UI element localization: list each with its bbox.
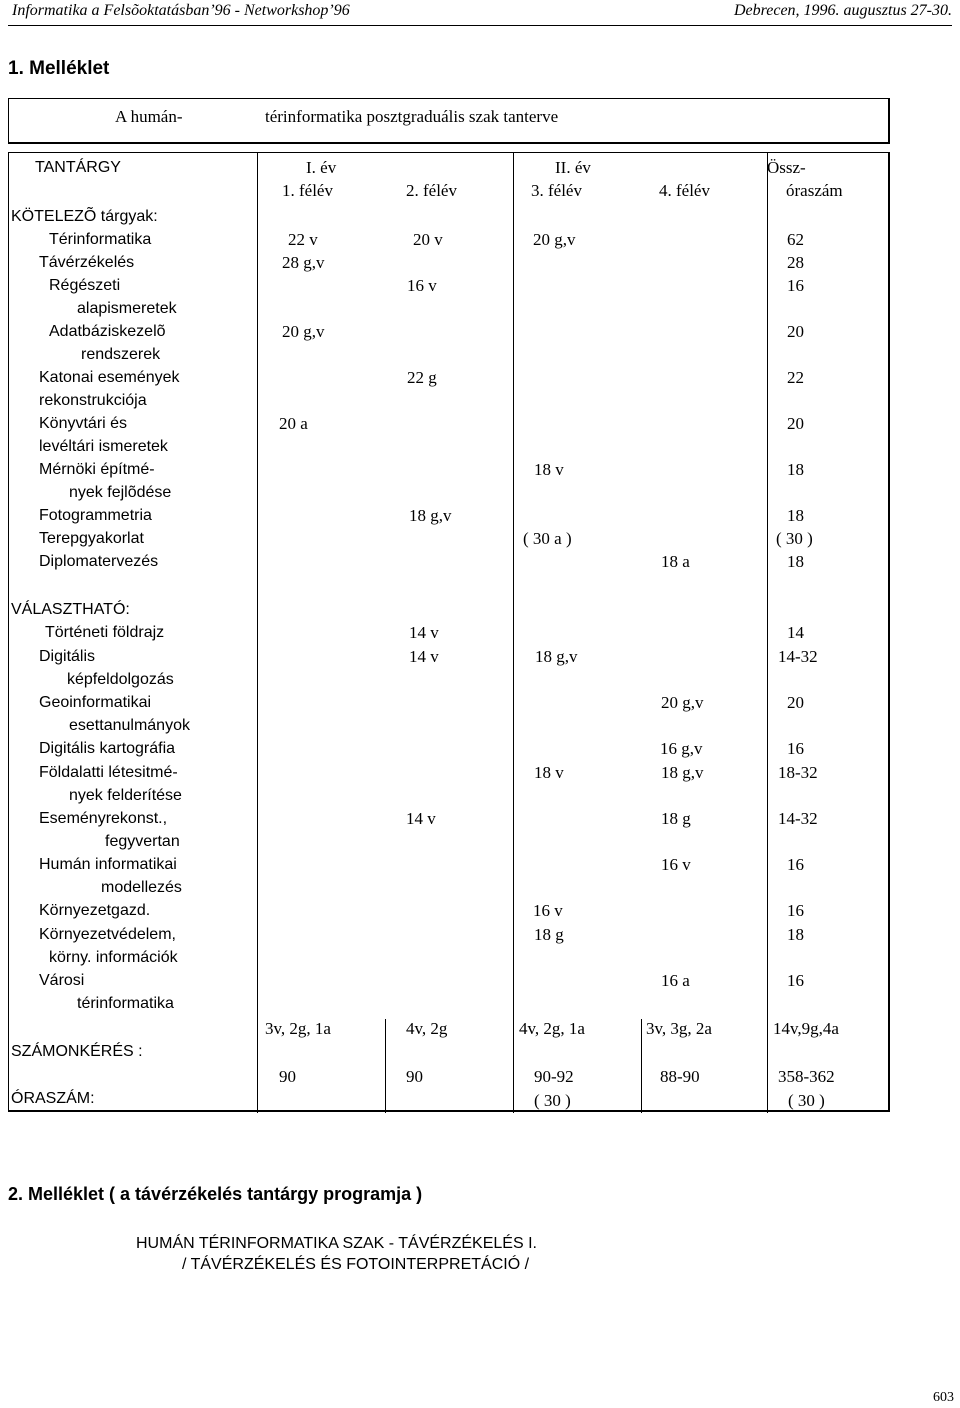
hours-total-practice: ( 30 ): [788, 1091, 825, 1110]
hours-semester-3-practice: ( 30 ): [534, 1091, 571, 1110]
col-header-year-1: I. év: [306, 158, 337, 177]
semester-hours-cell: 20 v: [413, 230, 443, 249]
total-hours-cell: 20: [787, 693, 804, 712]
hours-label: ÓRASZÁM:: [11, 1090, 95, 1107]
total-hours-cell: 22: [787, 368, 804, 387]
subject-name: Mérnöki építmé-: [39, 461, 155, 478]
semester-hours-cell: 18 g,v: [535, 647, 578, 666]
subject-name-continued: modellezés: [101, 879, 182, 896]
subject-name: Digitális: [39, 648, 96, 665]
subject-name: Digitális kartográfia: [39, 740, 176, 757]
semester-hours-cell: 16 v: [407, 276, 437, 295]
semester-hours-cell: 18 g: [661, 809, 691, 828]
total-hours-cell: 18: [787, 552, 804, 571]
semester-hours-cell: 16 a: [661, 971, 690, 990]
col-header-semester-4: 4. félév: [659, 181, 710, 200]
total-hours-cell: 16: [787, 739, 804, 758]
col-header-total: Össz-: [767, 158, 806, 177]
semester-hours-cell: 18 a: [661, 552, 690, 571]
col-header-semester-1: 1. félév: [282, 181, 333, 200]
semester-hours-cell: 16 v: [661, 855, 691, 874]
semester-hours-cell: 22 v: [288, 230, 318, 249]
col-header-total-hours: óraszám: [786, 181, 843, 200]
semester-hours-cell: 18 v: [534, 460, 564, 479]
subject-name-continued: rekonstrukciója: [39, 392, 147, 409]
subject-name: Terepgyakorlat: [39, 530, 144, 547]
column-divider: [767, 153, 768, 1113]
hours-semester-2: 90: [406, 1067, 423, 1086]
total-hours-cell: 14-32: [778, 809, 818, 828]
total-hours-cell: 18: [787, 460, 804, 479]
semester-hours-cell: 22 g: [407, 368, 437, 387]
total-hours-cell: 62: [787, 230, 804, 249]
title-part-1: A humán-: [115, 107, 183, 126]
semester-hours-cell: 16 v: [533, 901, 563, 920]
subject-name-continued: képfeldolgozás: [67, 671, 174, 688]
total-hours-cell: 16: [787, 855, 804, 874]
total-hours-cell: 18: [787, 925, 804, 944]
assessment-semester-2: 4v, 2g: [406, 1019, 448, 1038]
semester-hours-cell: 20 g,v: [533, 230, 576, 249]
subject-name: Humán informatikai: [39, 856, 177, 873]
assessment-semester-4: 3v, 3g, 2a: [646, 1019, 712, 1038]
subject-name: Geoinformatikai: [39, 694, 152, 711]
total-hours-cell: 16: [787, 276, 804, 295]
hours-semester-1: 90: [279, 1067, 296, 1086]
curriculum-title-box: [8, 98, 890, 144]
total-hours-cell: 16: [787, 901, 804, 920]
program-subtitle-1: HUMÁN TÉRINFORMATIKA SZAK - TÁVÉRZÉKELÉS I.: [136, 1235, 537, 1252]
semester-hours-cell: 28 g,v: [282, 253, 325, 272]
semester-hours-cell: 18 g,v: [661, 763, 704, 782]
col-header-subject: TANTÁRGY: [35, 159, 121, 176]
subject-name: Régészeti: [49, 277, 121, 294]
subject-name: Adatbáziskezelõ: [49, 323, 166, 340]
total-hours-cell: 14: [787, 623, 804, 642]
semester-hours-cell: 14 v: [409, 623, 439, 642]
subject-name: Távérzékelés: [39, 254, 135, 271]
subject-name: Könyvtári és: [39, 415, 128, 432]
total-hours-cell: ( 30 ): [776, 529, 813, 548]
col-header-year-2: II. év: [555, 158, 591, 177]
subject-name-continued: levéltári ismeretek: [39, 438, 168, 455]
header-rule: [8, 25, 952, 26]
curriculum-table: [8, 152, 890, 1112]
column-divider: [385, 1019, 386, 1113]
hours-semester-4: 88-90: [660, 1067, 700, 1086]
section-heading-2: 2. Melléklet ( a távérzékelés tantárgy programja ): [8, 1184, 423, 1204]
semester-hours-cell: 18 g: [534, 925, 564, 944]
subject-name: Fotogrammetria: [39, 507, 152, 524]
col-header-semester-2: 2. félév: [406, 181, 457, 200]
semester-hours-cell: ( 30 a ): [523, 529, 572, 548]
column-divider: [513, 153, 514, 1113]
semester-hours-cell: 18 v: [534, 763, 564, 782]
col-header-semester-3: 3. félév: [531, 181, 582, 200]
section-label-mandatory: KÖTELEZÕ tárgyak:: [11, 208, 158, 225]
subject-name: Térinformatika: [49, 231, 152, 248]
program-subtitle-2: / TÁVÉRZÉKELÉS ÉS FOTOINTERPRETÁCIÓ /: [182, 1256, 530, 1273]
semester-hours-cell: 16 g,v: [660, 739, 703, 758]
assessment-total: 14v,9g,4a: [773, 1019, 839, 1038]
subject-name: Történeti földrajz: [45, 624, 165, 641]
subject-name-continued: rendszerek: [81, 346, 161, 363]
subject-name: Eseményrekonst.,: [39, 810, 168, 827]
hours-semester-3: 90-92: [534, 1067, 574, 1086]
hours-total: 358-362: [778, 1067, 835, 1086]
subject-name-continued: esettanulmányok: [69, 717, 190, 734]
total-hours-cell: 14-32: [778, 647, 818, 666]
assessment-label: SZÁMONKÉRÉS :: [11, 1043, 143, 1060]
subject-name: Diplomatervezés: [39, 553, 159, 570]
section-label-optional: VÁLASZTHATÓ:: [11, 601, 130, 618]
total-hours-cell: 28: [787, 253, 804, 272]
subject-name-continued: nyek felderítése: [69, 787, 182, 804]
semester-hours-cell: 20 a: [279, 414, 308, 433]
semester-hours-cell: 14 v: [409, 647, 439, 666]
title-part-2: térinformatika posztgraduális szak tanterve: [265, 107, 559, 126]
subject-name-continued: fegyvertan: [105, 833, 180, 850]
column-divider: [257, 153, 258, 1113]
subject-name-continued: nyek fejlõdése: [69, 484, 172, 501]
assessment-semester-1: 3v, 2g, 1a: [265, 1019, 331, 1038]
column-divider: [641, 1019, 642, 1113]
page-number: 603: [933, 1390, 954, 1405]
running-header: [8, 0, 952, 26]
semester-hours-cell: 20 g,v: [282, 322, 325, 341]
subject-name: Városi: [39, 972, 85, 989]
total-hours-cell: 20: [787, 414, 804, 433]
subject-name-continued: körny. információk: [49, 949, 178, 966]
subject-name-continued: alapismeretek: [77, 300, 177, 317]
subject-name: Földalatti létesitmé-: [39, 764, 178, 781]
subject-name: Katonai események: [39, 369, 180, 386]
total-hours-cell: 16: [787, 971, 804, 990]
total-hours-cell: 18-32: [778, 763, 818, 782]
header-right-text: Debrecen, 1996. augusztus 27-30.: [733, 2, 952, 19]
total-hours-cell: 18: [787, 506, 804, 525]
subject-name: Környezetgazd.: [39, 902, 151, 919]
total-hours-cell: 20: [787, 322, 804, 341]
subject-name-continued: térinformatika: [77, 995, 174, 1012]
semester-hours-cell: 18 g,v: [409, 506, 452, 525]
subject-name: Környezetvédelem,: [39, 926, 176, 943]
assessment-semester-3: 4v, 2g, 1a: [519, 1019, 585, 1038]
section-heading-1: 1. Melléklet: [8, 58, 110, 79]
header-left-text: Informatika a Felsõoktatásban’96 - Networkshop’96: [12, 2, 350, 19]
semester-hours-cell: 20 g,v: [661, 693, 704, 712]
semester-hours-cell: 14 v: [406, 809, 436, 828]
